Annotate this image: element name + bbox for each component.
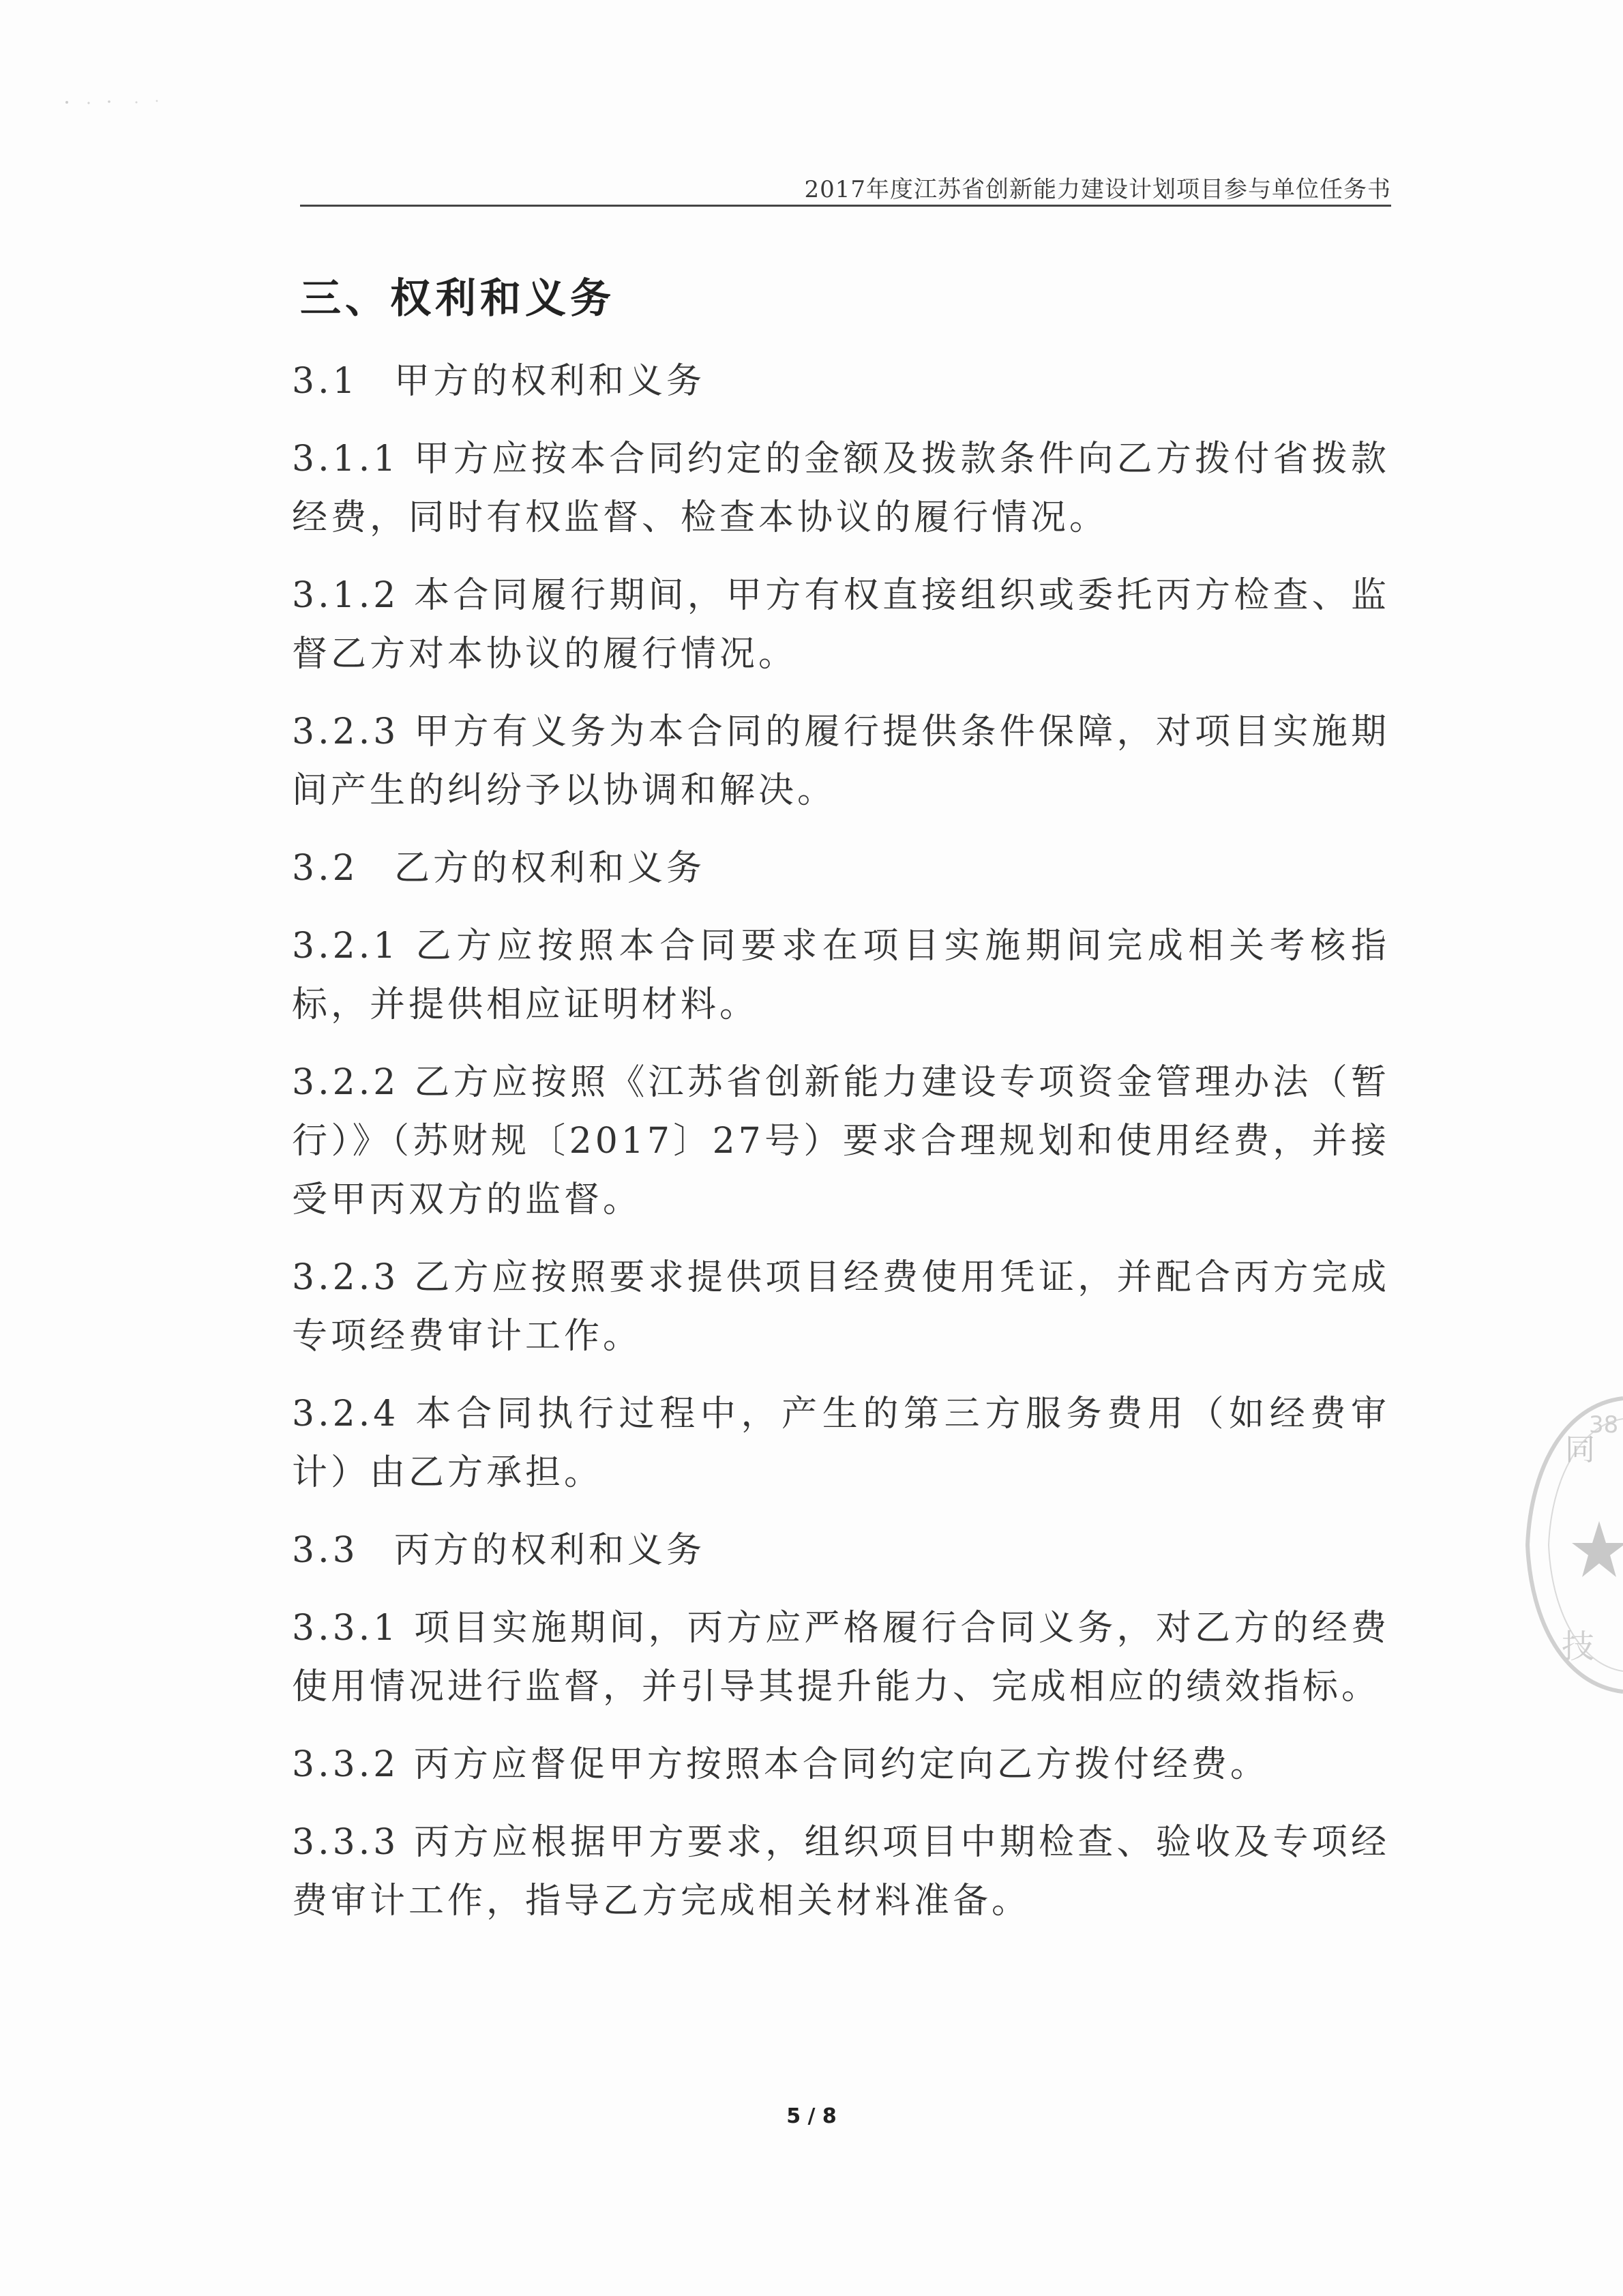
- subsection-title: 甲方的权利和义务: [394, 361, 706, 402]
- clause-paragraph: 3.2.4 本合同执行过程中，产生的第三方服务费用（如经费审计）由乙方承担。: [292, 1394, 1390, 1493]
- clause-paragraph: 3.3.3 丙方应根据甲方要求，组织项目中期检查、验收及专项经费审计工作，指导乙方完成相关材料准备。: [292, 1822, 1390, 1922]
- subsection-number: 3.2: [292, 848, 359, 889]
- subsection-heading: [292, 839, 1390, 898]
- header-rule: [300, 205, 1391, 207]
- document-body: [292, 259, 1390, 1949]
- svg-text:38: 38: [1589, 1411, 1619, 1439]
- clause-paragraph: 3.2.1 乙方应按照本合同要求在项目实施期间完成相关考核指标，并提供相应证明材料。: [292, 926, 1390, 1025]
- clause-paragraph: 3.1.2 本合同履行期间，甲方有权直接组织或委托丙方检查、监督乙方对本协议的履行情况。: [292, 575, 1390, 675]
- subsection-title: 乙方的权利和义务: [394, 848, 706, 889]
- subsection-heading: [292, 1521, 1390, 1580]
- running-header: 2017年度江苏省创新能力建设计划项目参与单位任务书: [804, 176, 1391, 203]
- scan-specks: [61, 95, 177, 109]
- subsection-heading: [292, 352, 1390, 411]
- svg-text:技: 技: [1562, 1628, 1595, 1666]
- clause-paragraph: 3.2.2 乙方应按照《江苏省创新能力建设专项资金管理办法（暂行）》（苏财规〔2017〕27号）要求合理规划和使用经费，并接受甲丙双方的监督。: [292, 1062, 1390, 1220]
- subsection-number: 3.3: [292, 1530, 359, 1571]
- clause-paragraph: 3.2.3 甲方有义务为本合同的履行提供条件保障，对项目实施期间产生的纠纷予以协调和解决。: [292, 711, 1390, 811]
- clause-paragraph: 3.3.2 丙方应督促甲方按照本合同约定向乙方拨付经费。: [292, 1744, 1269, 1785]
- subsection-number: 3.1: [292, 361, 359, 402]
- section-title: 三、权利和义务: [300, 275, 615, 323]
- clause-paragraph: 3.1.1 甲方应按本合同约定的金额及拨款条件向乙方拨付省拨款经费，同时有权监督、检查本协议的履行情况。: [292, 439, 1390, 538]
- subsection-title: 丙方的权利和义务: [394, 1530, 706, 1571]
- partial-seal-stamp: [1524, 1385, 1623, 1705]
- clause-paragraph: 3.2.3 乙方应按照要求提供项目经费使用凭证，并配合丙方完成专项经费审计工作。: [292, 1257, 1390, 1357]
- page-number: 5 / 8: [786, 2104, 837, 2128]
- clause-paragraph: 3.3.1 项目实施期间，丙方应严格履行合同义务，对乙方的经费使用情况进行监督，并引导其提升能力、完成相应的绩效指标。: [292, 1608, 1390, 1707]
- svg-text:同: 同: [1565, 1432, 1595, 1467]
